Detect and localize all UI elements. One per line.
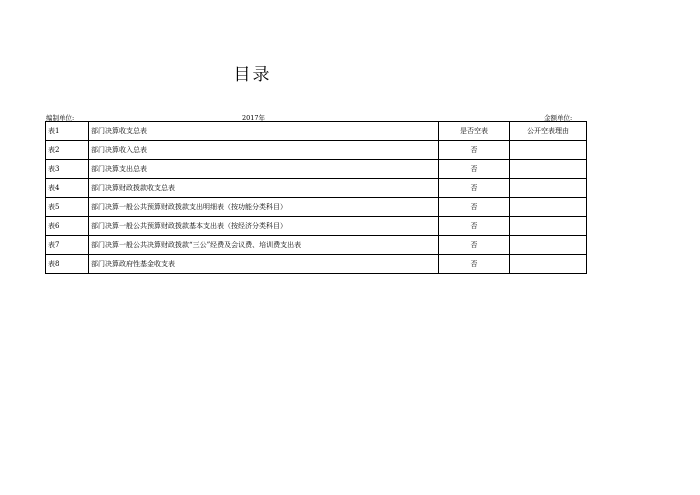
reason-cell xyxy=(510,141,587,160)
table-code-cell[interactable]: 表2 xyxy=(46,141,89,160)
table-name-cell[interactable]: 部门决算一般公共预算财政拨款支出明细表（按功能分类科目） xyxy=(89,198,439,217)
table-row xyxy=(46,179,587,198)
is-empty-cell: 否 xyxy=(439,179,510,198)
catalog-table xyxy=(45,121,587,274)
reason-cell xyxy=(510,160,587,179)
table-code-cell[interactable]: 表3 xyxy=(46,160,89,179)
is-empty-cell: 否 xyxy=(439,160,510,179)
table-code-cell[interactable]: 表7 xyxy=(46,236,89,255)
is-empty-cell: 否 xyxy=(439,198,510,217)
is-empty-cell: 否 xyxy=(439,141,510,160)
table-name-cell[interactable]: 部门决算支出总表 xyxy=(89,160,439,179)
table-code-cell[interactable]: 表8 xyxy=(46,255,89,274)
table-code-cell[interactable]: 表4 xyxy=(46,179,89,198)
year-label: 2017年 xyxy=(242,114,266,122)
table-name-cell[interactable]: 部门决算收支总表 xyxy=(89,122,439,141)
table-name-cell[interactable]: 部门决算收入总表 xyxy=(89,141,439,160)
table-name-cell[interactable]: 部门决算政府性基金收支表 xyxy=(89,255,439,274)
is-empty-header: 是否空表 xyxy=(439,122,510,141)
table-code-cell[interactable]: 表1 xyxy=(46,122,89,141)
page-title: 目录 xyxy=(233,65,272,85)
table-header-row xyxy=(46,122,587,141)
reason-cell xyxy=(510,198,587,217)
table-row xyxy=(46,236,587,255)
reason-cell xyxy=(510,179,587,198)
table-row xyxy=(46,141,587,160)
compiling-unit-label: 编制单位: xyxy=(46,114,75,122)
table-code-cell[interactable]: 表6 xyxy=(46,217,89,236)
reason-cell xyxy=(510,255,587,274)
table-row xyxy=(46,198,587,217)
table-row xyxy=(46,217,587,236)
table-row xyxy=(46,160,587,179)
reason-header: 公开空表理由 xyxy=(510,122,587,141)
table-name-cell[interactable]: 部门决算财政拨款收支总表 xyxy=(89,179,439,198)
is-empty-cell: 否 xyxy=(439,236,510,255)
is-empty-cell: 否 xyxy=(439,217,510,236)
amount-unit-label: 金额单位: xyxy=(544,114,573,122)
table-code-cell[interactable]: 表5 xyxy=(46,198,89,217)
is-empty-cell: 否 xyxy=(439,255,510,274)
reason-cell xyxy=(510,217,587,236)
table-row xyxy=(46,255,587,274)
table-name-cell[interactable]: 部门决算一般公共预算财政拨款基本支出表（按经济分类科目） xyxy=(89,217,439,236)
reason-cell xyxy=(510,236,587,255)
table-name-cell[interactable]: 部门决算一般公共决算财政拨款“三公”经费及会议费、培训费支出表 xyxy=(89,236,439,255)
